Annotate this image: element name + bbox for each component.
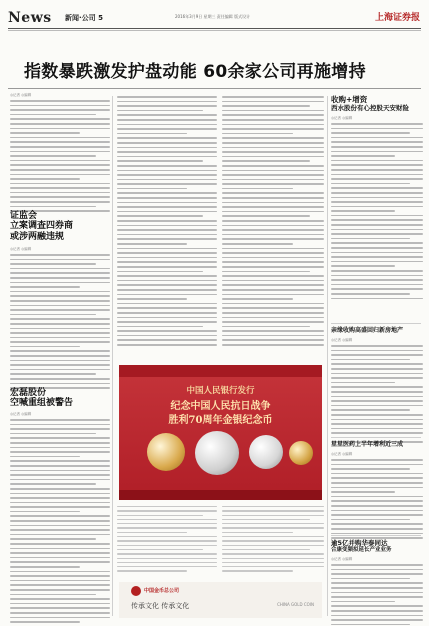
bank-slogan: 传承文化 传承文化 (131, 602, 190, 610)
article-title: 亲缘收购高盛回归新房地产 (331, 327, 404, 334)
article-body (331, 123, 423, 302)
silver-coin-image (249, 435, 283, 469)
silver-coin-image (195, 431, 239, 475)
section-label-en: News (8, 10, 52, 26)
byline: ◎记者 ◎编辑 (10, 412, 32, 416)
gold-coin-image (289, 441, 313, 465)
byline: ◎记者 ◎编辑 (331, 338, 353, 342)
coin-advertisement[interactable] (119, 365, 322, 500)
article-divider (331, 535, 421, 536)
column-divider (327, 96, 328, 616)
ad-top-strip (119, 365, 322, 377)
article-body (331, 459, 423, 542)
article-title: 宏磊股份 空喊重组被警告 (10, 388, 74, 409)
bank-tag: CHINA GOLD COIN (277, 602, 314, 607)
article-body (331, 564, 423, 626)
article-title: 星星医药上半年增利近三成 (331, 441, 404, 448)
article-body (10, 100, 110, 215)
paper-name: 上海证券报 (374, 13, 420, 23)
masthead-rule (8, 28, 421, 29)
bank-logo-icon (131, 586, 141, 596)
article-body (117, 96, 217, 349)
masthead-rule-thin (8, 30, 421, 31)
article-body (222, 96, 324, 349)
ad-bottom-band (119, 490, 322, 500)
byline: ◎记者 ◎编辑 (10, 93, 32, 97)
article-title: 收购+增资 西水股份有心控股天安财险 (331, 95, 409, 112)
article-title: 逾5亿并购华泰同达 合康变频拟延长产业业务 (331, 539, 392, 554)
article-body (117, 506, 217, 575)
ad-line-3: 胜利70周年金银纪念币 (168, 415, 273, 426)
article-divider (331, 437, 421, 438)
bank-name: 中国金币总公司 (144, 588, 180, 594)
byline: ◎记者 ◎编辑 (331, 116, 353, 120)
bank-advertisement[interactable] (119, 582, 322, 618)
date-line: 2016年3月9日 星期三 责任编辑 版式设计 (175, 14, 251, 19)
article-body (222, 506, 324, 575)
headline-rule (8, 88, 421, 89)
main-headline: 指数暴跌激发护盘动能 60余家公司再施增持 (24, 62, 366, 82)
masthead (0, 0, 429, 34)
byline: ◎记者 ◎编辑 (10, 247, 32, 251)
article-body (331, 345, 423, 446)
article-divider (331, 323, 421, 324)
article-body (10, 254, 110, 392)
article-title: 证监会 立案调查四券商 或涉两融违规 (10, 211, 74, 242)
column-divider (112, 96, 113, 616)
gold-coin-image (147, 433, 185, 471)
byline: ◎记者 ◎编辑 (331, 452, 353, 456)
byline: ◎记者 ◎编辑 (331, 557, 353, 561)
section-label-cn: 新闻·公司 5 (65, 14, 103, 22)
ad-line-1: 中国人民银行发行 (186, 386, 255, 396)
article-body (10, 419, 110, 626)
ad-line-2: 纪念中国人民抗日战争 (170, 401, 271, 412)
